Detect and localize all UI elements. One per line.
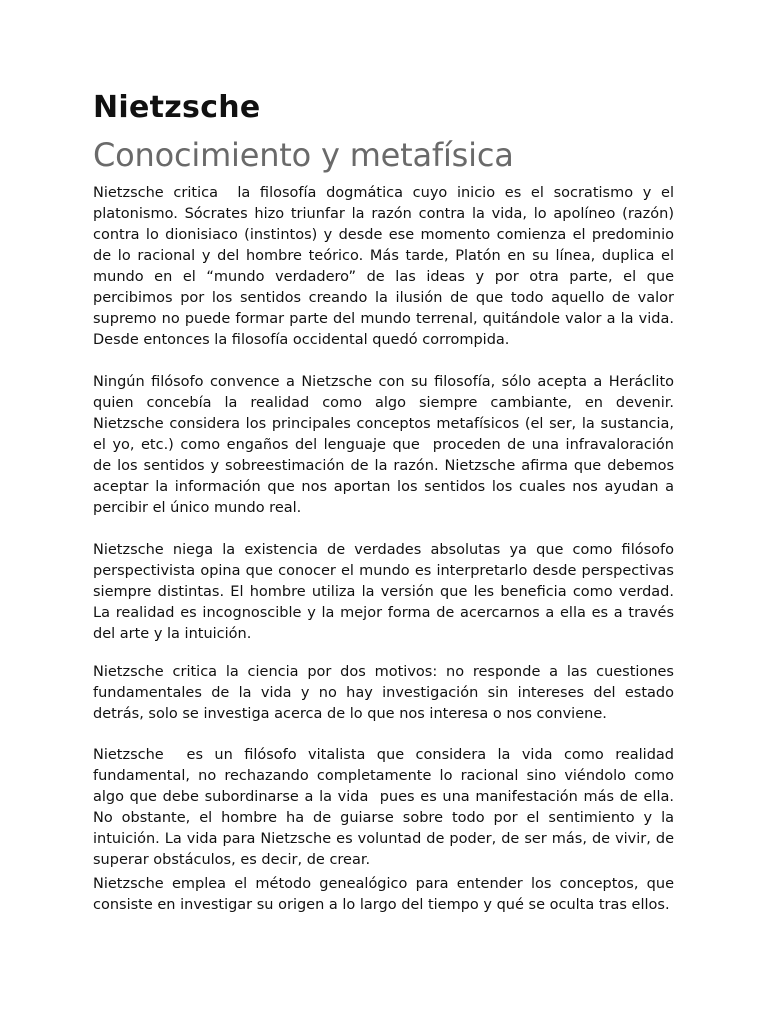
paragraph-perspectivism: Nietzsche niega la existencia de verdades absolutas ya que como filósofo perspectivista opina que conocer el mundo es interpretarlo desde perspectivas siempre distintas. El hombre utiliza la versión que les beneficia como verdad. La realidad es incognoscible y la mejor forma de acercarnos a ella es a través del arte y la intuición. bbox=[93, 542, 679, 642]
paragraph-socratism: Nietzsche critica la filosofía dogmática cuyo inicio es el socratismo y el platonismo. Sócrates hizo triunfar la razón contra la vida, lo apolíneo (razón) contra lo dionisiaco (instintos) y desde ese momento comienza el predominio de lo racional y del hombre teórico. Más tarde, Platón en su línea, duplica el mundo en el “mundo verdadero” de las ideas y por otra parte, el que percibimos por los sentidos creando la ilusión de que todo aquello de valor supremo no puede formar parte del mundo terrenal, quitándole valor a la vida. Desde entonces la filosofía occidental quedó corrompida. bbox=[93, 185, 679, 348]
document-subtitle: Conocimiento y metafísica bbox=[93, 136, 514, 174]
document-title: Nietzsche bbox=[93, 90, 261, 125]
paragraph-vitalism: Nietzsche es un filósofo vitalista que considera la vida como realidad fundamental, no rechazando completamente lo racional sino viéndolo como algo que debe subordinarse a la vida pues es una manifestación más de ella. No obstante, el hombre ha de guiarse sobre todo por el sentimiento y la intuición. La vida para Nietzsche es voluntad de poder, de ser más, de vivir, de superar obstáculos, es decir, de crear. bbox=[93, 747, 679, 868]
paragraph-heraclitus: Ningún filósofo convence a Nietzsche con su filosofía, sólo acepta a Heráclito quien concebía la realidad como algo siempre cambiante, en devenir. Nietzsche considera los principales conceptos metafísicos (el ser, la sustancia, el yo, etc.) como engaños del lenguaje que proceden de una infravaloración de los sentidos y sobreestimación de la razón. Nietzsche afirma que debemos aceptar la información que nos aportan los sentidos los cuales nos ayudan a percibir el único mundo real. bbox=[93, 374, 679, 516]
paragraph-genealogy: Nietzsche emplea el método genealógico para entender los conceptos, que consiste en investigar su origen a lo largo del tiempo y qué se oculta tras ellos. bbox=[93, 876, 679, 913]
paragraph-science-critique: Nietzsche critica la ciencia por dos motivos: no responde a las cuestiones fundamentales de la vida y no hay investigación sin intereses del estado detrás, solo se investiga acerca de lo que nos interesa o nos conviene. bbox=[93, 664, 679, 722]
